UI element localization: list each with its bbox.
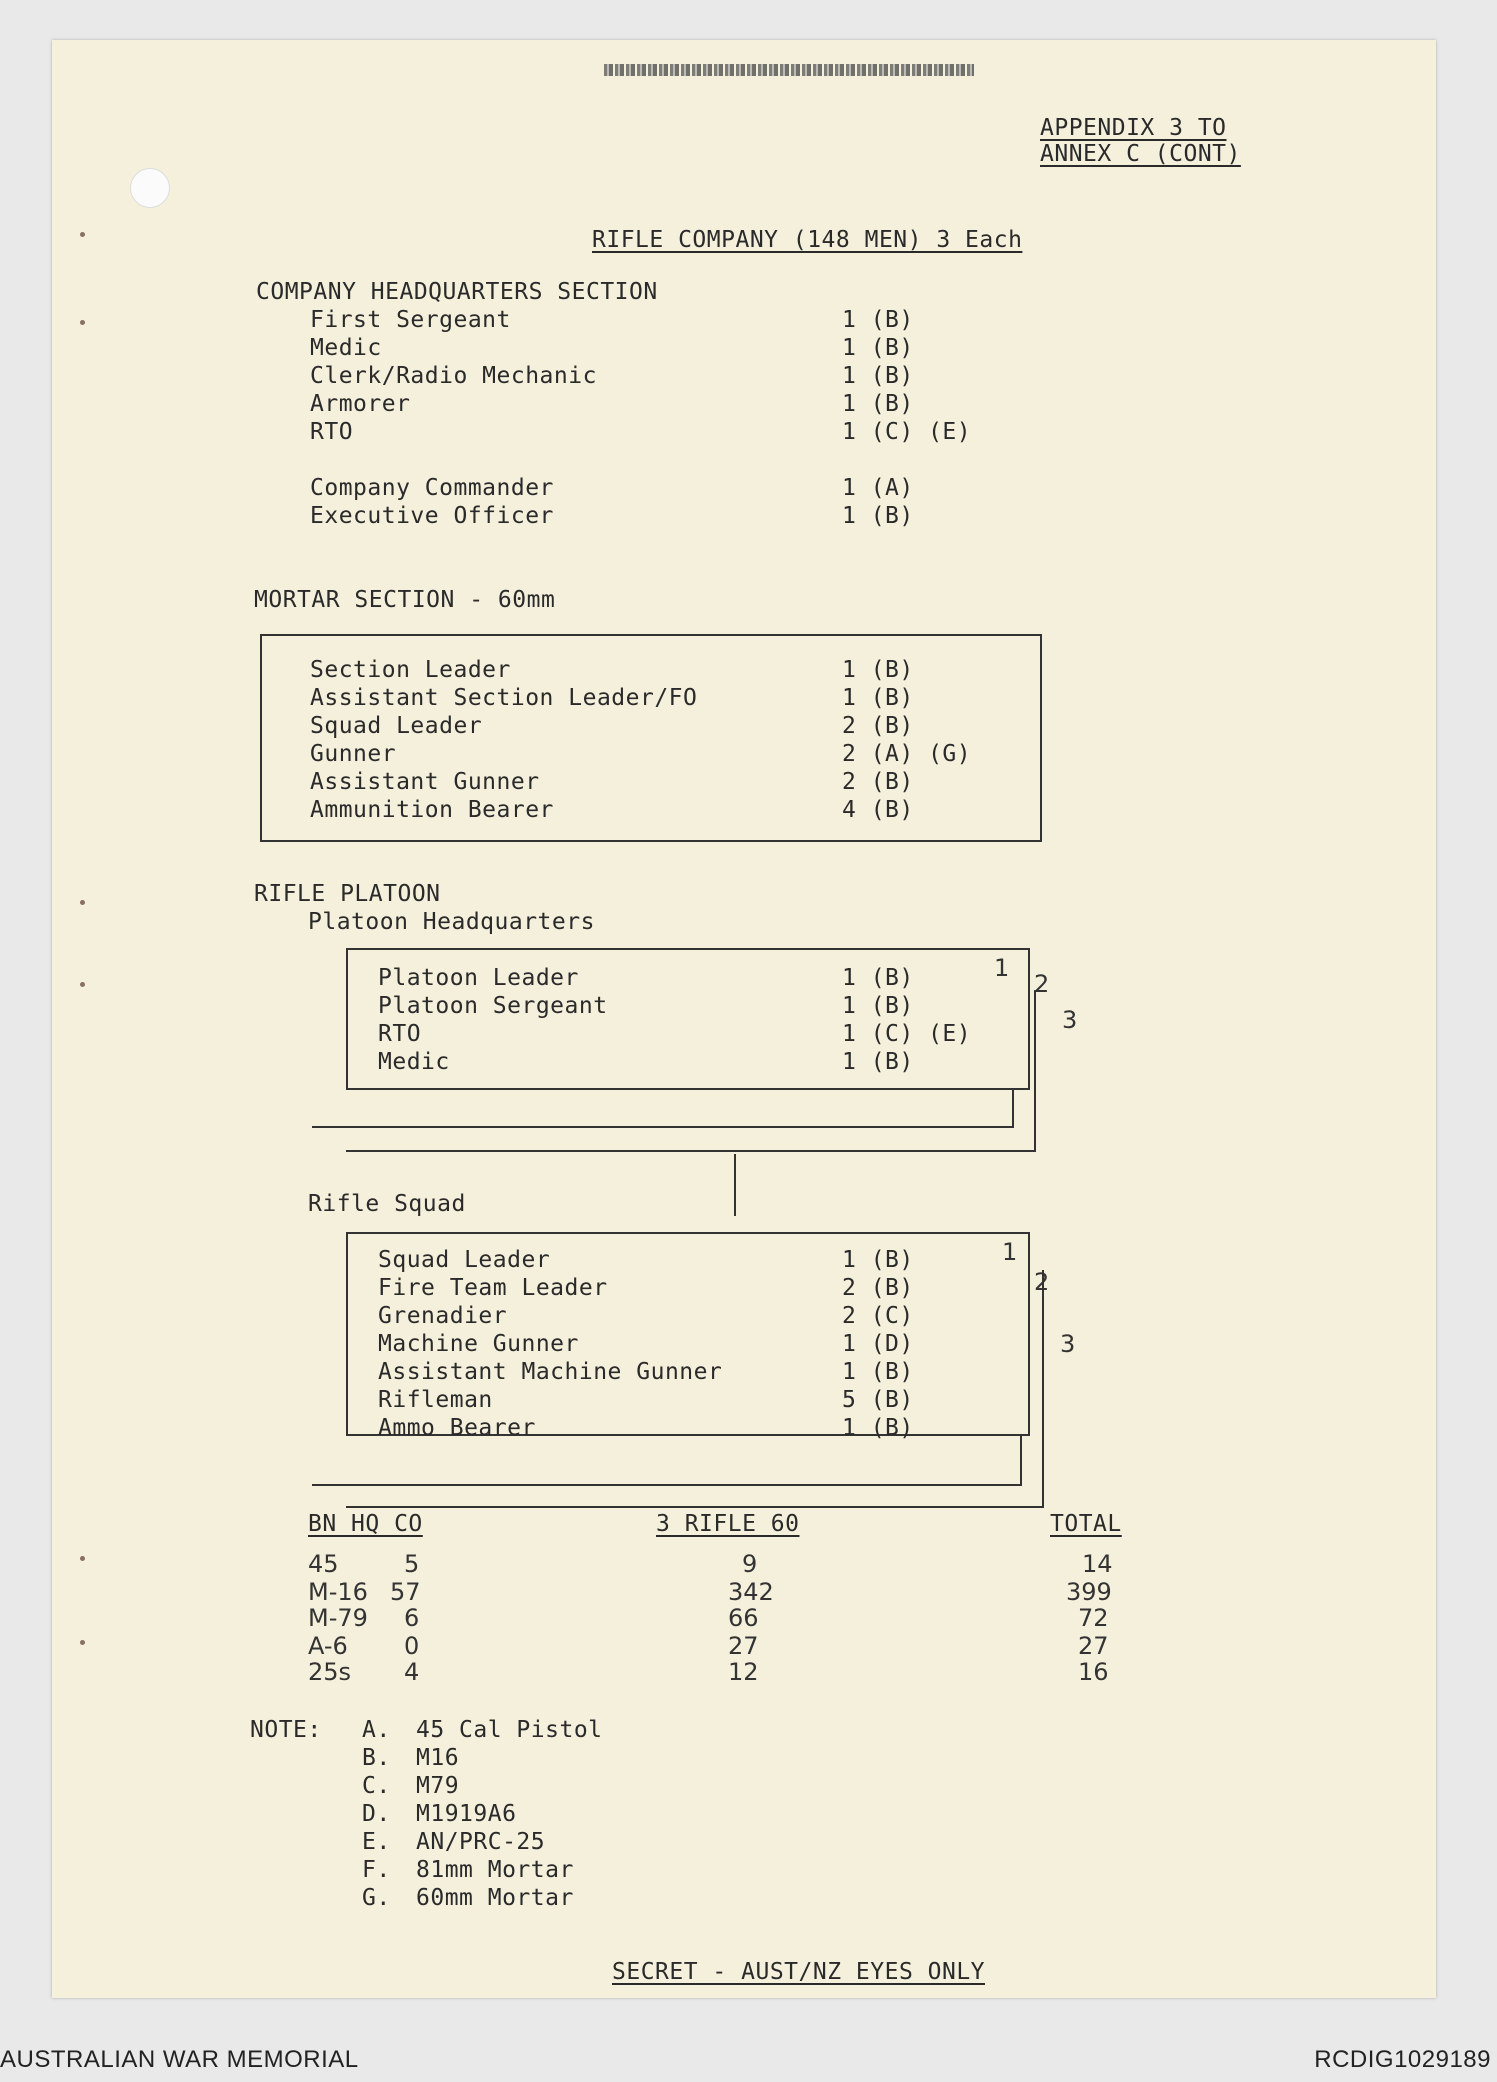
note-text: M16 [416,1745,460,1771]
squad-role: Ammo Bearer [378,1415,536,1441]
total-count: 16 [1078,1658,1109,1686]
punch-hole [130,168,170,208]
copy-mark: 2 [1034,970,1050,998]
platoon-qty: 1 (B) [842,1049,914,1075]
mortar-role: Ammunition Bearer [310,797,554,823]
hq-role: Medic [310,335,382,361]
hq-qty: 1 (B) [842,363,914,389]
weapon-name: 45 [308,1550,339,1578]
platoon-role: Platoon Leader [378,965,579,991]
margin-dot [80,900,85,905]
hq-role: Clerk/Radio Mechanic [310,363,597,389]
mortar-qty: 2 (A) (G) [842,741,972,767]
hq-count: 6 [404,1604,420,1632]
squad-role: Rifleman [378,1387,493,1413]
hq-role: Executive Officer [310,503,554,529]
copy-mark: 3 [1060,1330,1076,1358]
platoon-role: Platoon Sergeant [378,993,608,1019]
margin-dot [80,982,85,987]
margin-dot [80,1556,85,1561]
totals-col-total: TOTAL [1050,1511,1122,1537]
hq-count: 4 [404,1658,420,1686]
hq-role: Armorer [310,391,411,417]
mortar-heading: MORTAR SECTION - 60mm [254,587,556,613]
hq-role: First Sergeant [310,307,511,333]
copy-mark: 2 [1034,1268,1050,1296]
mortar-qty: 2 (B) [842,769,914,795]
squad-qty: 2 (C) [842,1303,914,1329]
platoon-qty: 1 (C) (E) [842,1021,972,1047]
total-count: 72 [1078,1604,1109,1632]
hq-qty: 1 (C) (E) [842,419,972,445]
footer-id: RCDIG1029189 [1314,2046,1491,2073]
total-count: 27 [1078,1632,1109,1660]
mortar-role: Assistant Section Leader/FO [310,685,698,711]
squad-qty: 2 (B) [842,1275,914,1301]
hq-heading: COMPANY HEADQUARTERS SECTION [256,279,658,305]
hq-role: Company Commander [310,475,554,501]
platoon-role: Medic [378,1049,450,1075]
totals-col-hq: BN HQ CO [308,1511,423,1537]
document-page [52,40,1436,1998]
platoon-role: RTO [378,1021,422,1047]
mortar-role: Assistant Gunner [310,769,540,795]
copy-mark: 1 [1002,1238,1018,1266]
total-count: 14 [1082,1550,1113,1578]
weapon-name: M-16 [308,1578,368,1606]
mortar-qty: 4 (B) [842,797,914,823]
note-text: M1919A6 [416,1801,517,1827]
total-count: 399 [1066,1578,1112,1606]
connector-line [734,1154,736,1216]
weapon-name: 25s [308,1658,352,1686]
note-key: F. [362,1857,391,1883]
squad-role: Squad Leader [378,1247,551,1273]
hq-qty: 1 (B) [842,307,914,333]
margin-dot [80,1640,85,1645]
redacted-header-marks [604,64,974,76]
note-key: A. [362,1717,391,1743]
squad-role: Machine Gunner [378,1331,579,1357]
margin-dot [80,232,85,237]
platoon-qty: 1 (B) [842,993,914,1019]
appendix-line-2: ANNEX C (CONT) [1040,141,1241,167]
rifle-count: 9 [742,1550,758,1578]
note-text: AN/PRC-25 [416,1829,546,1855]
squad-role: Fire Team Leader [378,1275,608,1301]
appendix-line-1: APPENDIX 3 TO [1040,115,1227,141]
margin-dot [80,320,85,325]
hq-count: 5 [404,1550,420,1578]
classification-marking: SECRET - AUST/NZ EYES ONLY [612,1959,986,1985]
page-title: RIFLE COMPANY (148 MEN) 3 Each [592,227,1023,253]
footer-source: AUSTRALIAN WAR MEMORIAL [0,2046,359,2073]
rifle-count: 12 [728,1658,759,1686]
platoon-subheading: Platoon Headquarters [308,909,595,935]
copy-mark: 1 [994,954,1010,982]
totals-col-rifle: 3 RIFLE 60 [656,1511,800,1537]
hq-qty: 1 (A) [842,475,914,501]
note-label: NOTE: [250,1717,322,1743]
squad-qty: 1 (B) [842,1359,914,1385]
squad-qty: 1 (D) [842,1331,914,1357]
squad-role: Grenadier [378,1303,508,1329]
note-key: C. [362,1773,391,1799]
note-key: G. [362,1885,391,1911]
hq-qty: 1 (B) [842,503,914,529]
rifle-count: 66 [728,1604,759,1632]
squad-qty: 1 (B) [842,1415,914,1441]
mortar-role: Squad Leader [310,713,483,739]
hq-count: 57 [390,1578,421,1606]
platoon-heading: RIFLE PLATOON [254,881,441,907]
mortar-role: Section Leader [310,657,511,683]
note-key: D. [362,1801,391,1827]
note-text: M79 [416,1773,460,1799]
weapon-name: M-79 [308,1604,368,1632]
rifle-count: 27 [728,1632,759,1660]
hq-qty: 1 (B) [842,391,914,417]
note-key: E. [362,1829,391,1855]
squad-role: Assistant Machine Gunner [378,1359,723,1385]
hq-role: RTO [310,419,354,445]
mortar-qty: 2 (B) [842,713,914,739]
hq-qty: 1 (B) [842,335,914,361]
note-key: B. [362,1745,391,1771]
note-text: 81mm Mortar [416,1857,574,1883]
squad-qty: 1 (B) [842,1247,914,1273]
squad-heading: Rifle Squad [308,1191,466,1217]
mortar-role: Gunner [310,741,397,767]
rifle-count: 342 [728,1578,774,1606]
platoon-qty: 1 (B) [842,965,914,991]
mortar-qty: 1 (B) [842,685,914,711]
note-text: 45 Cal Pistol [416,1717,603,1743]
copy-mark: 3 [1062,1006,1078,1034]
weapon-name: A-6 [308,1632,348,1660]
squad-qty: 5 (B) [842,1387,914,1413]
hq-count: 0 [404,1632,420,1660]
mortar-qty: 1 (B) [842,657,914,683]
note-text: 60mm Mortar [416,1885,574,1911]
